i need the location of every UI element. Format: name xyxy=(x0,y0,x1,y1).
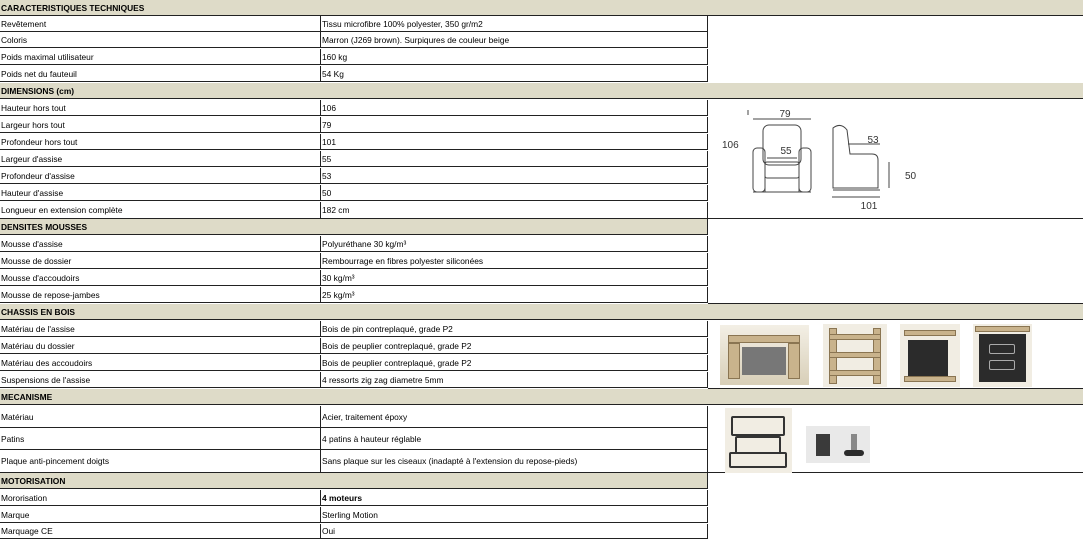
row-label: Longueur en extension complète xyxy=(0,202,321,219)
section-title: MOTORISATION xyxy=(0,473,708,489)
row-value: Bois de peuplier contreplaqué, grade P2 xyxy=(321,338,708,354)
section-title: DENSITES MOUSSES xyxy=(0,219,708,235)
section-title: DIMENSIONS (cm) xyxy=(0,83,1083,99)
row-value: 4 ressorts zig zag diametre 5mm xyxy=(321,372,708,388)
row-label: Matériau des accoudoirs xyxy=(0,355,321,371)
row-label: Mousse d'accoudoirs xyxy=(0,270,321,286)
row-value: 55 xyxy=(321,151,708,167)
row-label: Poids maximal utilisateur xyxy=(0,49,321,65)
section-title: CHASSIS EN BOIS xyxy=(0,304,1083,320)
mecanisme-photos-panel xyxy=(708,406,1083,473)
seat-width-label: 55 xyxy=(780,146,792,157)
section-header-mecanisme xyxy=(0,389,1083,405)
row-label: Mororisation xyxy=(0,490,321,506)
section-header-caracteristiques xyxy=(0,0,1083,16)
row-label: Matériau du dossier xyxy=(0,338,321,354)
row-label: Marque xyxy=(0,507,321,523)
seat-depth-label: 53 xyxy=(867,135,879,146)
header-blank xyxy=(708,219,1083,235)
row-value: 53 xyxy=(321,168,708,184)
row-value: 30 kg/m³ xyxy=(321,270,708,286)
row-value: 182 cm xyxy=(321,202,708,219)
seat-height-label: 50 xyxy=(905,171,917,182)
row-value: 50 xyxy=(321,185,708,201)
row-value: Oui xyxy=(321,524,708,539)
row-value: 160 kg xyxy=(321,49,708,65)
row-value: Polyuréthane 30 kg/m³ xyxy=(321,236,708,252)
chassis-photos-panel xyxy=(708,321,1083,389)
row-label: Mousse de dossier xyxy=(0,253,321,269)
row-label: Hauteur hors tout xyxy=(0,100,321,116)
springs-photo xyxy=(973,324,1032,387)
section-title: CARACTERISTIQUES TECHNIQUES xyxy=(0,0,1083,16)
row-value: Sterling Motion xyxy=(321,507,708,523)
row-label: Patins xyxy=(0,428,321,450)
row-value: Bois de pin contreplaqué, grade P2 xyxy=(321,321,708,337)
section-header-chassis xyxy=(0,304,1083,320)
row-label: Largeur d'assise xyxy=(0,151,321,167)
glides-photo xyxy=(806,426,870,463)
row-label: Revêtement xyxy=(0,16,321,32)
section-header-motorisation xyxy=(0,473,1083,489)
seat-frame-photo xyxy=(720,325,809,385)
row-label: Mousse de repose-jambes xyxy=(0,287,321,303)
section-header-dimensions xyxy=(0,83,1083,99)
row-label: Mousse d'assise xyxy=(0,236,321,252)
front-height-label: 106 xyxy=(722,140,739,151)
row-label: Plaque anti-pincement doigts xyxy=(0,450,321,473)
row-value: Tissu microfibre 100% polyester, 350 gr/m2 xyxy=(321,16,708,32)
front-width-label: 79 xyxy=(779,109,791,120)
row-value: Bois de peuplier contreplaqué, grade P2 xyxy=(321,355,708,371)
row-label: Suspensions de l'assise xyxy=(0,372,321,388)
row-value: Rembourrage en fibres polyester siliconées xyxy=(321,253,708,269)
row-label: Largeur hors tout xyxy=(0,117,321,133)
row-label: Poids net du fauteuil xyxy=(0,66,321,82)
mechanism-photo xyxy=(725,408,792,473)
section-title: MECANISME xyxy=(0,389,1083,405)
row-value: 106 xyxy=(321,100,708,116)
row-label: Coloris xyxy=(0,32,321,48)
row-value: Sans plaque sur les ciseaux (inadapté à l'extension du repose-pieds) xyxy=(321,450,708,473)
mousses-blank-panel xyxy=(708,236,1083,304)
dimensions-diagram-panel xyxy=(708,100,1083,219)
row-label: Profondeur hors tout xyxy=(0,134,321,150)
section-header-mousses xyxy=(0,219,1083,235)
row-value: Marron (J269 brown). Surpiqures de couleur beige xyxy=(321,32,708,48)
row-label: Hauteur d'assise xyxy=(0,185,321,201)
row-value: 79 xyxy=(321,117,708,133)
armrest-frame-photo xyxy=(900,324,960,387)
back-frame-photo xyxy=(823,324,887,387)
header-blank xyxy=(708,473,1083,489)
row-label: Matériau xyxy=(0,406,321,428)
row-value: 25 kg/m³ xyxy=(321,287,708,303)
armchair-dimensions-diagram xyxy=(708,100,1083,218)
row-value: 101 xyxy=(321,134,708,150)
row-label: Profondeur d'assise xyxy=(0,168,321,184)
row-value: 54 Kg xyxy=(321,66,708,82)
side-depth-label: 101 xyxy=(860,201,878,212)
row-value: 4 patins à hauteur réglable xyxy=(321,428,708,450)
row-value: Acier, traitement époxy xyxy=(321,406,708,428)
row-label: Matériau de l'assise xyxy=(0,321,321,337)
row-value: 4 moteurs xyxy=(321,490,708,506)
row-label: Marquage CE xyxy=(0,524,321,539)
